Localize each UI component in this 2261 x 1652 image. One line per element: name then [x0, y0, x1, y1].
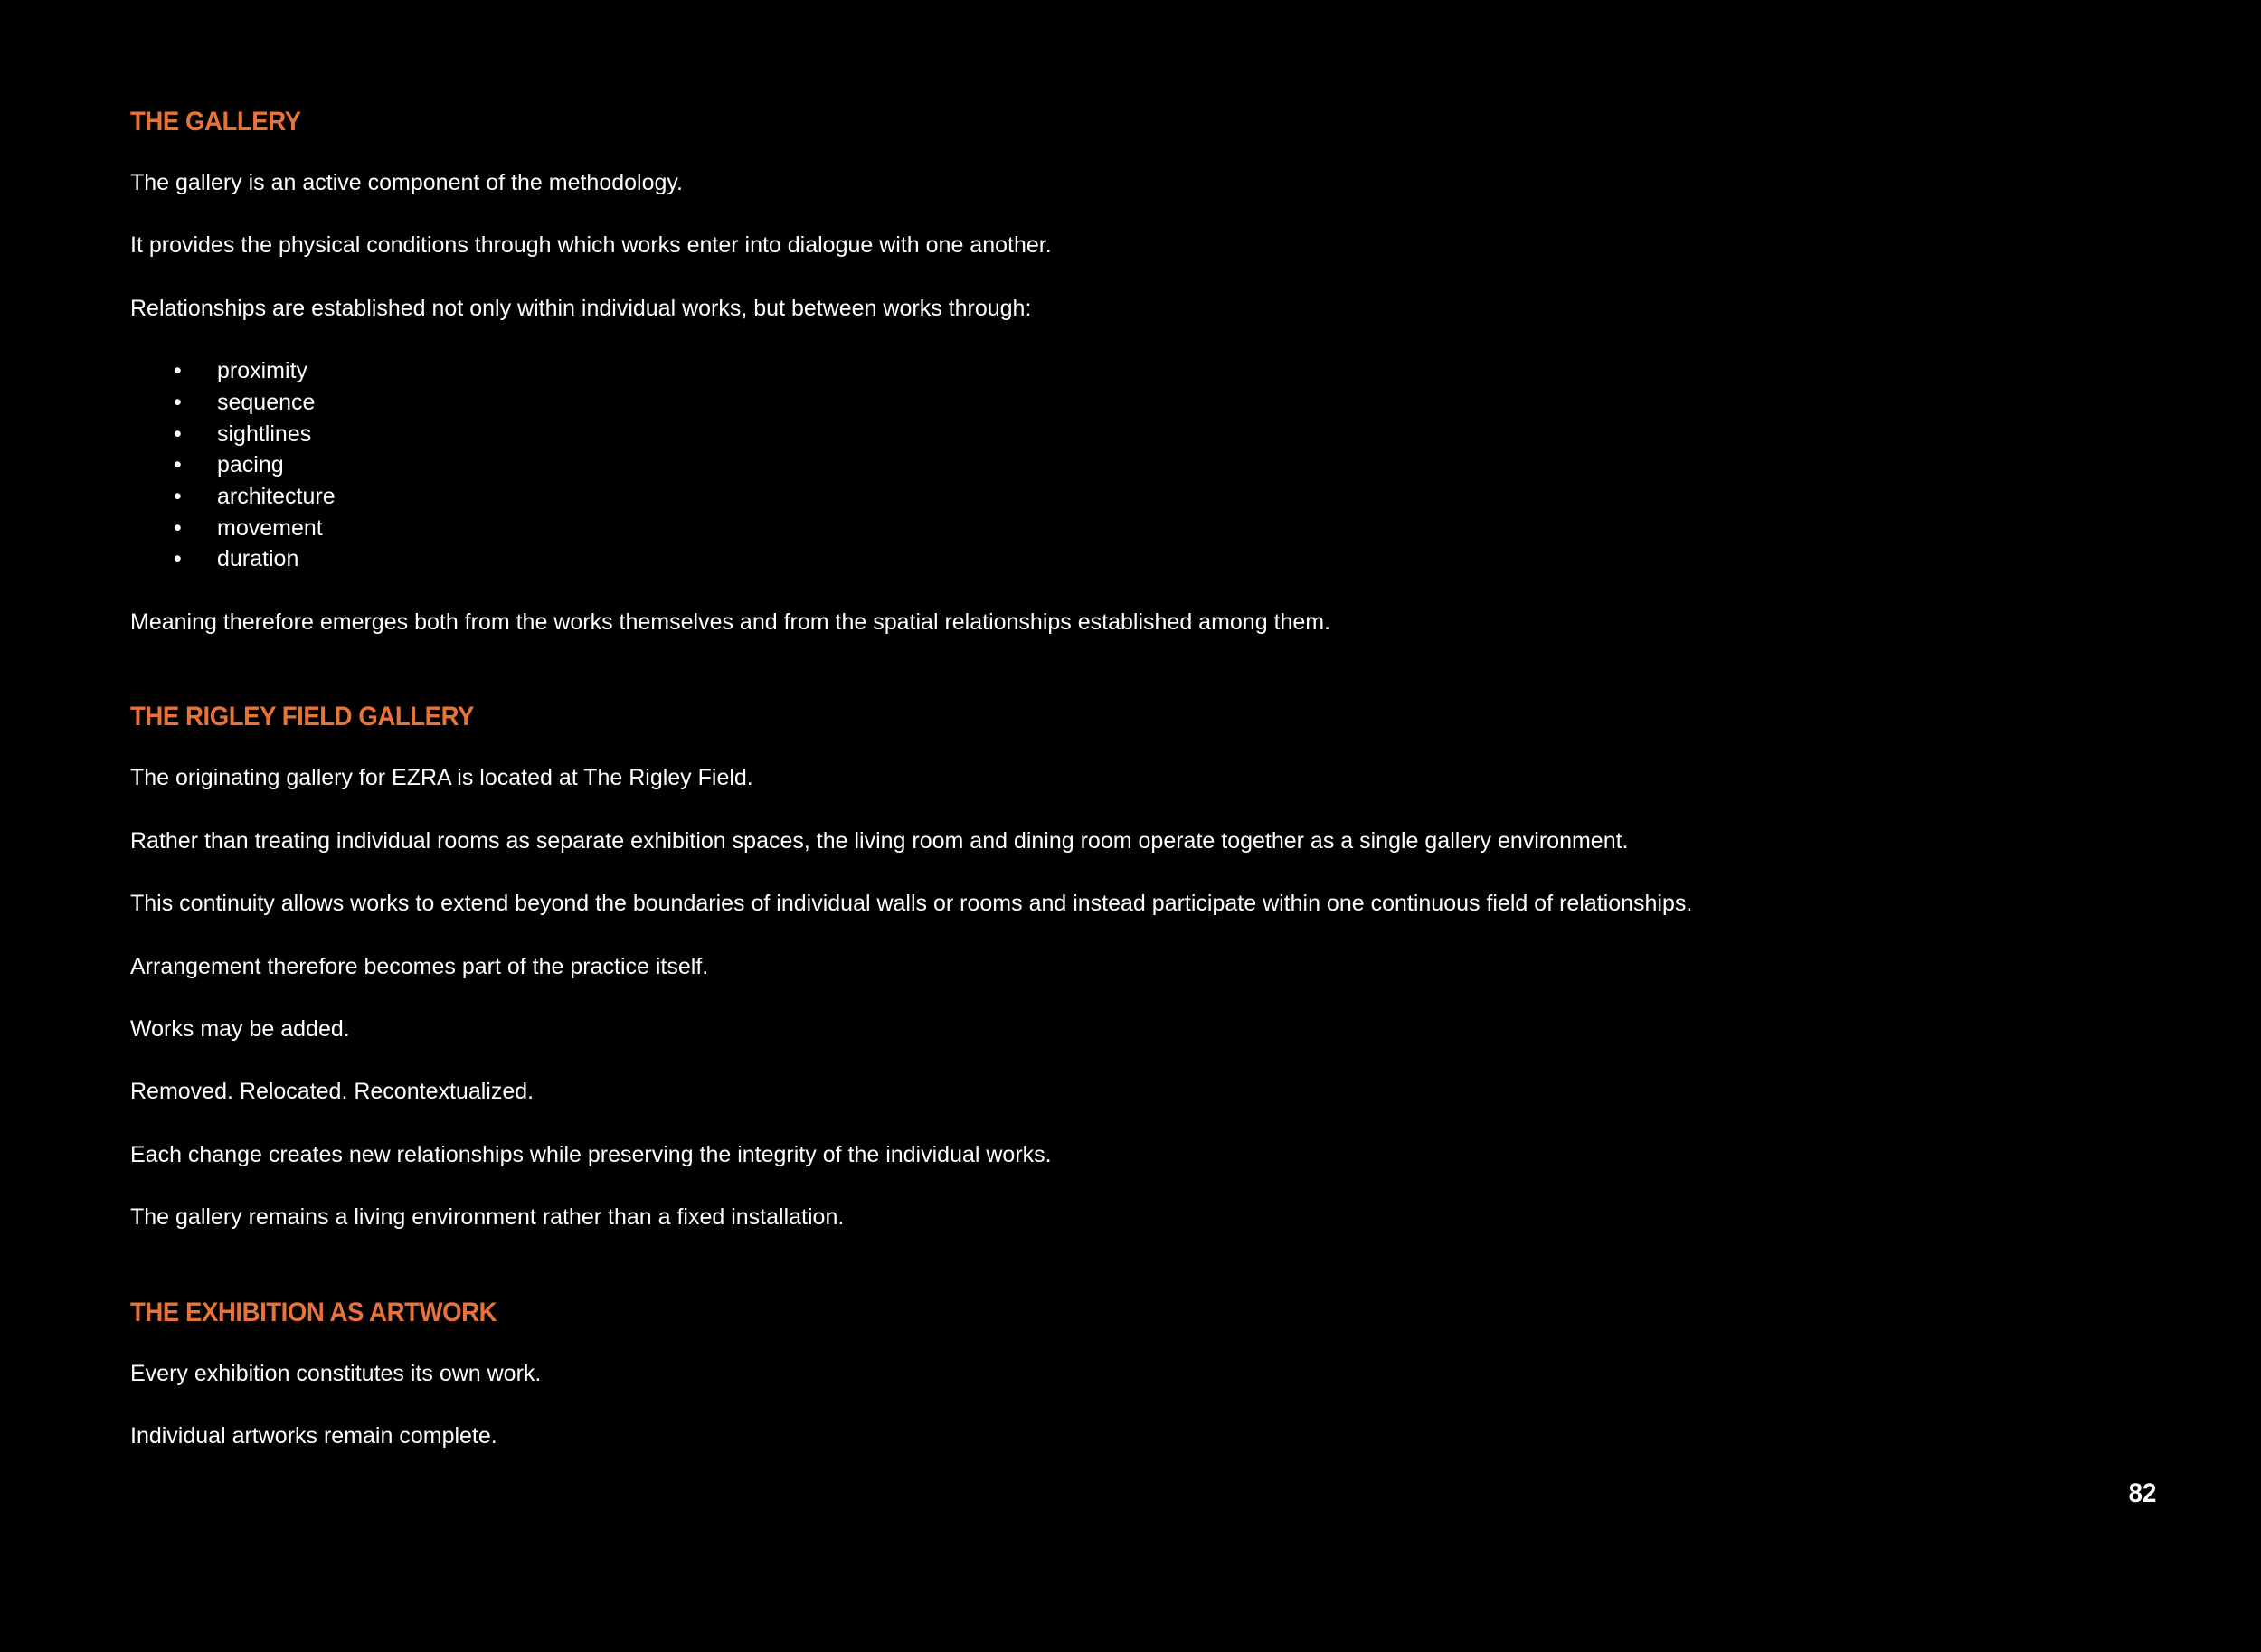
list-item — [130, 481, 2029, 513]
paragraph: The gallery remains a living environment rather than a fixed installation. — [130, 1204, 845, 1231]
paragraph: Arrangement therefore becomes part of the practice itself. — [130, 953, 709, 979]
list-item — [130, 449, 2029, 481]
list-item — [130, 543, 2029, 575]
list-item-label: movement — [217, 514, 323, 541]
paragraph: The gallery is an active component of the methodology. — [130, 170, 683, 195]
bullet-icon: • — [174, 420, 182, 447]
section-heading-exhibition-as-artwork: THE EXHIBITION AS ARTWORK — [130, 1297, 497, 1327]
list-item — [130, 513, 2029, 544]
paragraph: Relationships are established not only within individual works, but between works through: — [130, 295, 1032, 321]
page-number: 82 — [2128, 1478, 2156, 1508]
paragraph: It provides the physical conditions through which works enter into dialogue with one another. — [130, 232, 1052, 259]
bullet-icon: • — [174, 452, 182, 478]
section-heading-rigley-field-gallery: THE RIGLEY FIELD GALLERY — [130, 702, 474, 732]
list-item-label: duration — [217, 546, 299, 572]
page-content — [130, 102, 2029, 1452]
paragraph: Removed. Relocated. Recontextualized. — [130, 1079, 535, 1105]
list-item-label: sequence — [217, 389, 316, 415]
paragraph: Individual artworks remain complete. — [130, 1423, 497, 1449]
bullet-list — [130, 355, 2029, 575]
list-item-label: proximity — [217, 358, 308, 384]
paragraph: Meaning therefore emerges both from the works themselves and from the spatial relationships established among them. — [130, 609, 1331, 635]
list-item-label: architecture — [217, 483, 336, 509]
list-item — [130, 419, 2029, 450]
bullet-icon: • — [174, 546, 182, 572]
section-heading-the-gallery: THE GALLERY — [130, 107, 301, 137]
bullet-icon: • — [174, 389, 182, 415]
paragraph: The originating gallery for EZRA is located at The Rigley Field. — [130, 765, 753, 791]
bullet-icon: • — [174, 358, 182, 384]
list-item-label: sightlines — [217, 420, 312, 447]
paragraph: Every exhibition constitutes its own work. — [130, 1360, 542, 1386]
bullet-icon: • — [174, 514, 182, 541]
paragraph: Rather than treating individual rooms as separate exhibition spaces, the living room and dining room operate together as a single gallery environment. — [130, 827, 1629, 854]
paragraph: Each change creates new relationships while preserving the integrity of the individual works. — [130, 1141, 1052, 1167]
paragraph: This continuity allows works to extend beyond the boundaries of individual walls or rooms and instead participate within one continuous field of relationships. — [130, 891, 1693, 917]
list-item — [130, 355, 2029, 387]
paragraph: Works may be added. — [130, 1016, 350, 1043]
list-item — [130, 387, 2029, 419]
bullet-icon: • — [174, 483, 182, 509]
list-item-label: pacing — [217, 452, 284, 478]
